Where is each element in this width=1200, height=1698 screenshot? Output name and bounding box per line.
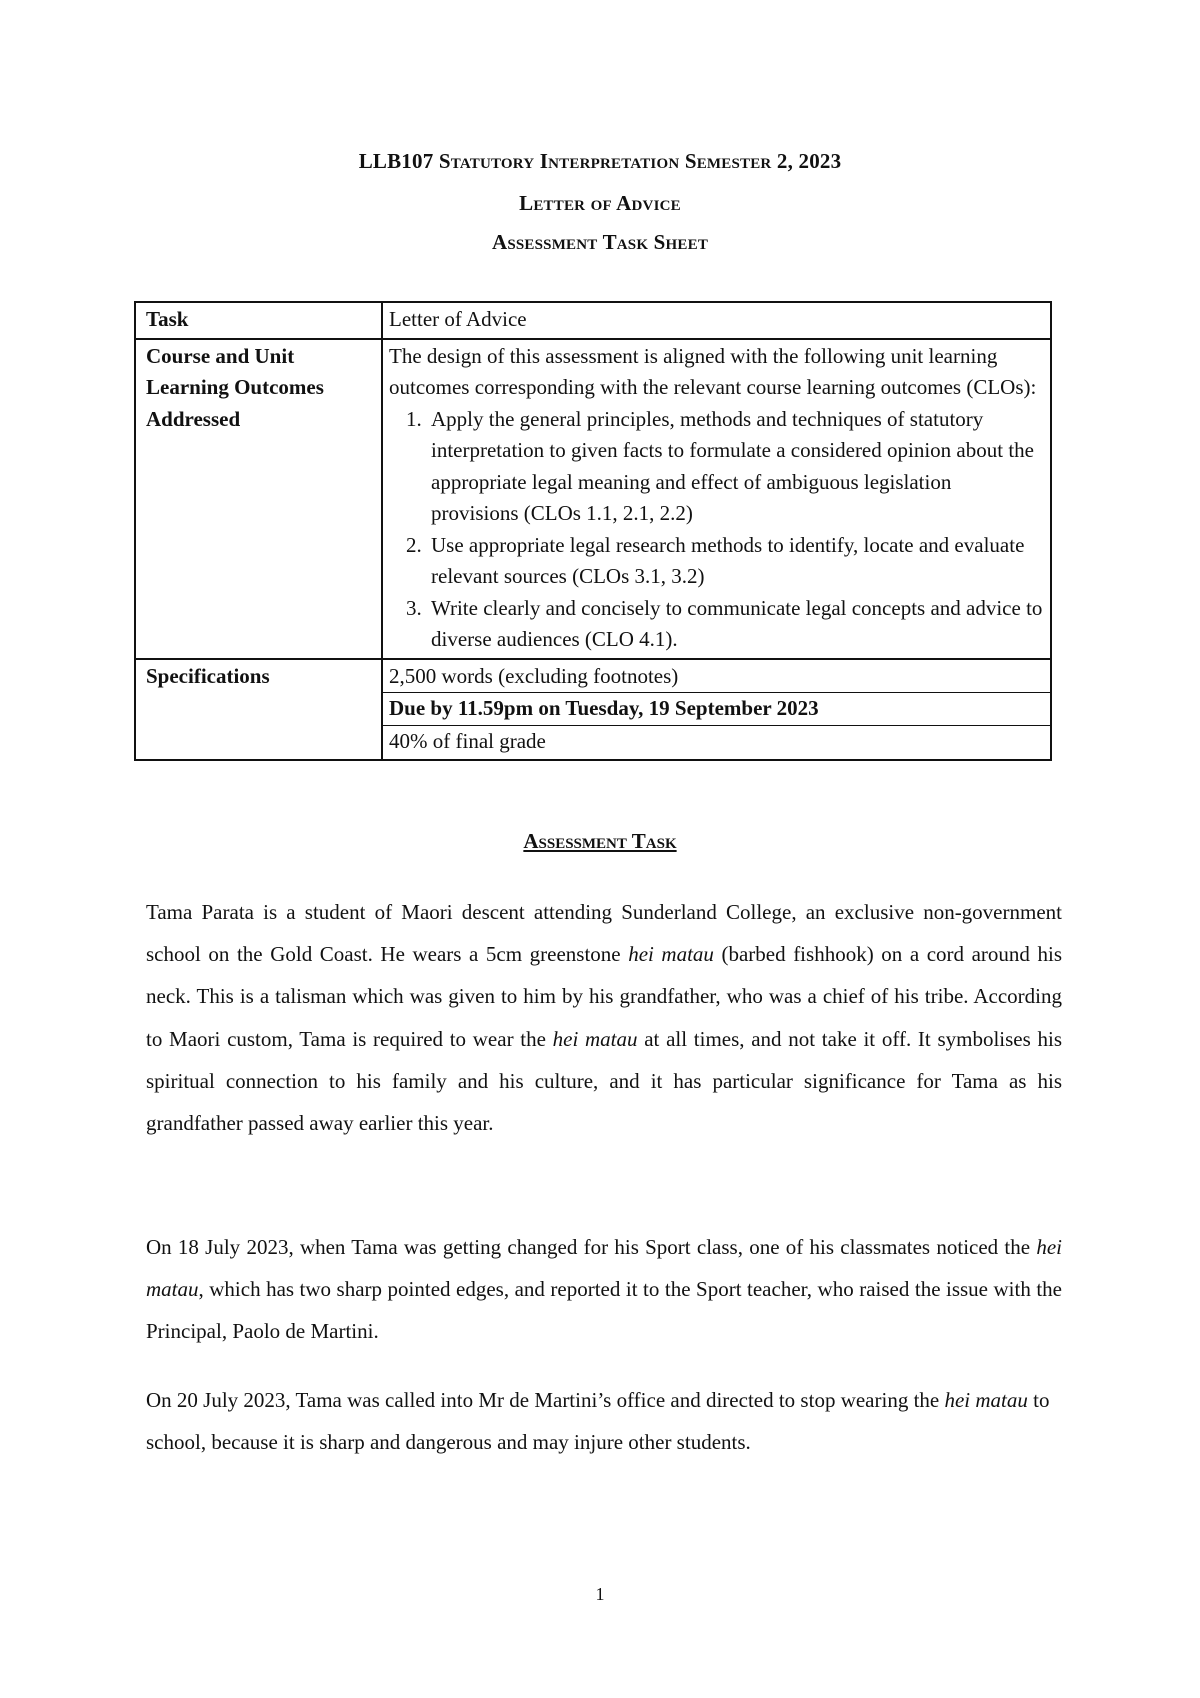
due-date: Due by 11.59pm on Tuesday, 19 September 2023 — [383, 692, 1050, 725]
paragraph-text: Tama Parata is a student of Maori descent attending Sunderland College, an exclusive non-government school on the Gold Coast. He wears a 5cm greenstone — [146, 900, 1062, 967]
specifications-value — [382, 659, 1051, 761]
paragraph-direction — [146, 1379, 1062, 1463]
paragraph-text: On 18 July 2023, when Tama was getting changed for his Sport class, one of his classmates noticed the — [146, 1235, 1037, 1259]
term-hei-matau: hei matau — [552, 1026, 638, 1051]
list-item: 1. Apply the general principles, methods and techniques of statutory interpretation to given facts to formulate a considered opinion about the appropriate legal meaning and effect of ambiguous legislation provisions (CLOs 1.1, 2.1, 2.2) — [427, 404, 1044, 530]
term-hei-matau: hei matau — [146, 1235, 1062, 1302]
paragraph-text: to school, because it is sharp and dangerous and may injure other students. — [146, 1388, 1050, 1454]
paragraph-text: , which has two sharp pointed edges, and reported it to the Sport teacher, who raised the issue with the Principal, Paolo de Martini. — [146, 1277, 1062, 1344]
task-value: Letter of Advice — [382, 302, 1051, 339]
task-details-table — [134, 301, 1052, 761]
course-title: LLB107 Statutory Interpretation Semester 2, 2023 — [358, 149, 842, 173]
table-row — [135, 659, 1051, 761]
paragraph-facts-intro — [146, 891, 1062, 1144]
word-limit: 2,500 words (excluding footnotes) — [389, 663, 679, 688]
grade-weight: 40% of final grade — [383, 725, 1050, 758]
paragraph-incident — [146, 1226, 1062, 1353]
list-item: 2. Use appropriate legal research methods to identify, locate and evaluate relevant sources (CLOs 3.1, 3.2) — [427, 530, 1044, 593]
outcomes-label: Course and Unit Learning Outcomes Addressed — [135, 339, 382, 659]
table-row — [135, 302, 1051, 339]
outcomes-intro: The design of this assessment is aligned with the following unit learning outcomes corresponding with the relevant course learning outcomes (CLOs): — [389, 343, 1037, 399]
term-hei-matau: hei matau — [628, 942, 714, 967]
table-row — [135, 339, 1051, 659]
assessment-task-heading: Assessment Task — [523, 829, 677, 853]
task-label: Task — [135, 302, 382, 339]
outcomes-value — [382, 339, 1051, 659]
specifications-label: Specifications — [135, 659, 382, 761]
paragraph-text: (barbed fishhook) on a cord around his neck. This is a talisman which was given to him by his grandfather, who was a chief of his tribe. According to Maori custom, Tama is required to wear the — [146, 942, 1063, 1051]
page-number: 1 — [595, 1584, 605, 1604]
paragraph-text: On 20 July 2023, Tama was called into Mr de Martini’s office and directed to stop wearing the — [146, 1388, 945, 1412]
term-hei-matau: hei matau — [944, 1388, 1028, 1412]
list-item: 3. Write clearly and concisely to communicate legal concepts and advice to diverse audiences (CLO 4.1). — [427, 593, 1044, 656]
paragraph-text: at all times, and not take it off. It symbolises his spiritual connection to his family and his culture, and it has particular significance for Tama as his grandfather passed away earlier this year. — [146, 1026, 1062, 1136]
document-subtitle: Letter of Advice — [519, 191, 681, 215]
sheet-title: Assessment Task Sheet — [491, 230, 709, 254]
outcomes-list — [389, 404, 1044, 656]
